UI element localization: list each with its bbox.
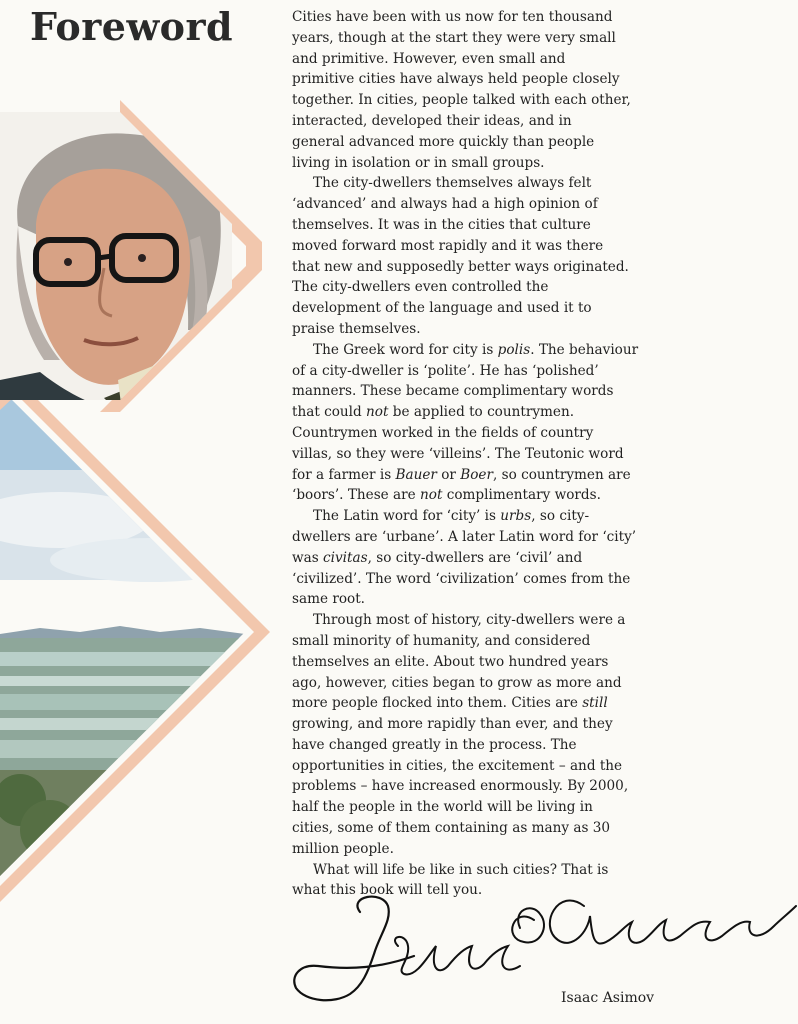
text-line: The Latin word for ‘city’ is urbs, so city- xyxy=(313,508,590,525)
text-line: villas, so they were ‘villeins’. The Teutonic word xyxy=(292,445,624,462)
paragraph xyxy=(292,506,684,610)
text-line: moved forward most rapidly and it was there xyxy=(292,237,604,254)
foreword-body xyxy=(292,7,684,901)
text-line: primitive cities have always held people closely xyxy=(292,71,620,88)
text-line: that could not be applied to countrymen. xyxy=(292,404,575,421)
paragraph xyxy=(292,7,684,173)
text-line: small minority of humanity, and considered xyxy=(292,632,591,649)
text-line: ‘boors’. These are not complimentary words. xyxy=(292,487,601,504)
text-line: was civitas, so city-dwellers are ‘civil’ and xyxy=(292,549,583,566)
text-line: what this book will tell you. xyxy=(292,882,483,899)
text-line: million people. xyxy=(292,840,394,857)
text-line: general advanced more quickly than people xyxy=(292,133,595,150)
text-line: same root. xyxy=(292,591,365,608)
text-line: themselves an elite. About two hundred years xyxy=(292,653,609,670)
text-line: development of the language and used it to xyxy=(292,300,592,317)
text-line: The city-dwellers themselves always felt xyxy=(313,175,592,192)
paragraph xyxy=(292,610,684,860)
text-line: of a city-dweller is ‘polite’. He has ‘polished’ xyxy=(292,362,599,379)
illustration-column xyxy=(0,0,290,1024)
text-line: living in isolation or in small groups. xyxy=(292,154,545,171)
text-line: The city-dwellers even controlled the xyxy=(292,279,549,296)
author-portrait xyxy=(0,112,240,412)
text-line: for a farmer is Bauer or Boer, so countrymen are xyxy=(292,466,631,483)
text-line: dwellers are ‘urbane’. A later Latin word for ‘city’ xyxy=(292,528,637,545)
text-line: themselves. It was in the cities that culture xyxy=(292,216,591,233)
text-line: problems – have increased enormously. By 2000, xyxy=(292,778,629,795)
text-line: cities, some of them containing as many as 30 xyxy=(292,820,611,837)
text-line: and primitive. However, even small and xyxy=(292,50,566,67)
text-line: interacted, developed their ideas, and in xyxy=(292,112,572,129)
text-line: Cities have been with us now for ten thousand xyxy=(292,9,613,25)
page-title: Foreword xyxy=(30,4,234,49)
text-line: Countrymen worked in the fields of country xyxy=(292,424,594,441)
text-line: ago, however, cities began to grow as more and xyxy=(292,674,622,691)
text-line: The Greek word for city is polis. The behaviour xyxy=(313,341,639,358)
text-line: growing, and more rapidly than ever, and they xyxy=(292,716,613,733)
author-name: Isaac Asimov xyxy=(561,990,655,1006)
text-line: together. In cities, people talked with each other, xyxy=(292,92,631,109)
text-line: Through most of history, city-dwellers were a xyxy=(313,612,626,629)
text-line: that new and supposedly better ways originated. xyxy=(292,258,629,275)
text-line: manners. These became complimentary words xyxy=(292,383,614,400)
text-line: ‘civilized’. The word ‘civilization’ comes from the xyxy=(292,570,631,587)
text-line: opportunities in cities, the excitement – and the xyxy=(292,757,623,774)
paragraph xyxy=(292,340,684,506)
text-line: have changed greatly in the process. The xyxy=(292,736,577,753)
text-line: more people flocked into them. Cities are still xyxy=(292,695,608,712)
landscape-photo xyxy=(0,380,250,880)
handwritten-signature xyxy=(288,876,798,1008)
paragraph xyxy=(292,173,684,339)
text-line: years, though at the start they were very small xyxy=(292,29,616,46)
text-line: praise themselves. xyxy=(292,320,421,337)
text-line: What will life be like in such cities? That is xyxy=(313,861,609,878)
text-line: ‘advanced’ and always had a high opinion of xyxy=(292,196,598,213)
text-line: half the people in the world will be living in xyxy=(292,799,593,816)
